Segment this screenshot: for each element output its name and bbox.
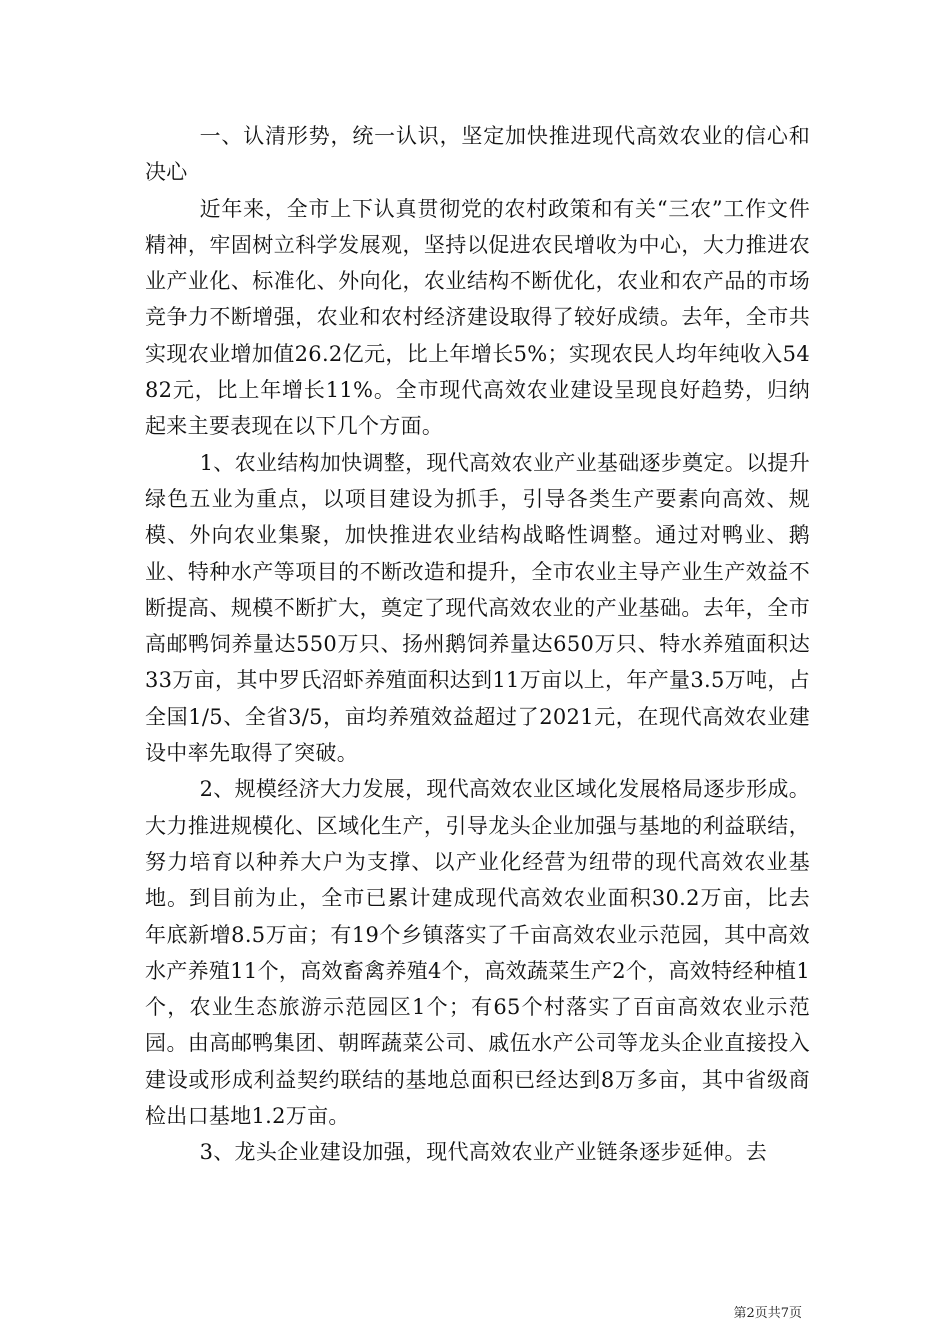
paragraph-point-2: 2、规模经济大力发展，现代高效农业区域化发展格局逐步形成。大力推进规模化、区域化生产，引导龙头企业加强与基地的利益联结，努力培育以种养大户为支撑、以产业化经营为纽带的现代高效农业基地。到目前为止，全市已累计建成现代高效农业面积30.2万亩，比去年底新增8.5万亩；有19个乡镇落实了千亩高效农业示范园，其中高效水产养殖11个，高效畜禽养殖4个，高效蔬菜生产2个，高效特经种植1个，农业生态旅游示范园区1个；有65个村落实了百亩高效农业示范园。由高邮鸭集团、朝晖蔬菜公司、戚伍水产公司等龙头企业直接投入建设或形成利益契约联结的基地总面积已经达到8万多亩，其中省级商检出口基地1.2万亩。 [145, 777, 810, 1129]
paragraph-point-3: 3、龙头企业建设加强，现代高效农业产业链条逐步延伸。去 [199, 1140, 768, 1165]
document-body [145, 118, 810, 1171]
page-number: 第2页共7页 [733, 1306, 802, 1321]
paragraph-intro: 近年来，全市上下认真贯彻党的农村政策和有关“三农”工作文件精神，牢固树立科学发展观，坚持以促进农民增收为中心，大力推进农业产业化、标准化、外向化，农业结构不断优化，农业和农产品的市场竞争力不断增强，农业和农村经济建设取得了较好成绩。去年，全市共实现农业增加值26.2亿元，比上年增长5%；实现农民人均年纯收入5482元，比上年增长11%。全市现代高效农业建设呈现良好趋势，归纳起来主要表现在以下几个方面。 [145, 196, 810, 439]
section-heading: 一、认清形势，统一认识，坚定加快推进现代高效农业的信心和决心 [145, 124, 810, 185]
paragraph-point-1: 1、农业结构加快调整，现代高效农业产业基础逐步奠定。以提升绿色五业为重点，以项目建设为抓手，引导各类生产要素向高效、规模、外向农业集聚，加快推进农业结构战略性调整。通过对鸭业、鹅业、特种水产等项目的不断改造和提升，全市农业主导产业生产效益不断提高、规模不断扩大，奠定了现代高效农业的产业基础。去年，全市高邮鸭饲养量达550万只、扬州鹅饲养量达650万只、特水养殖面积达33万亩，其中罗氏沼虾养殖面积达到11万亩以上，年产量3.5万吨，占全国1/5、全省3/5，亩均养殖效益超过了2021元，在现代高效农业建设中率先取得了突破。 [145, 450, 810, 766]
